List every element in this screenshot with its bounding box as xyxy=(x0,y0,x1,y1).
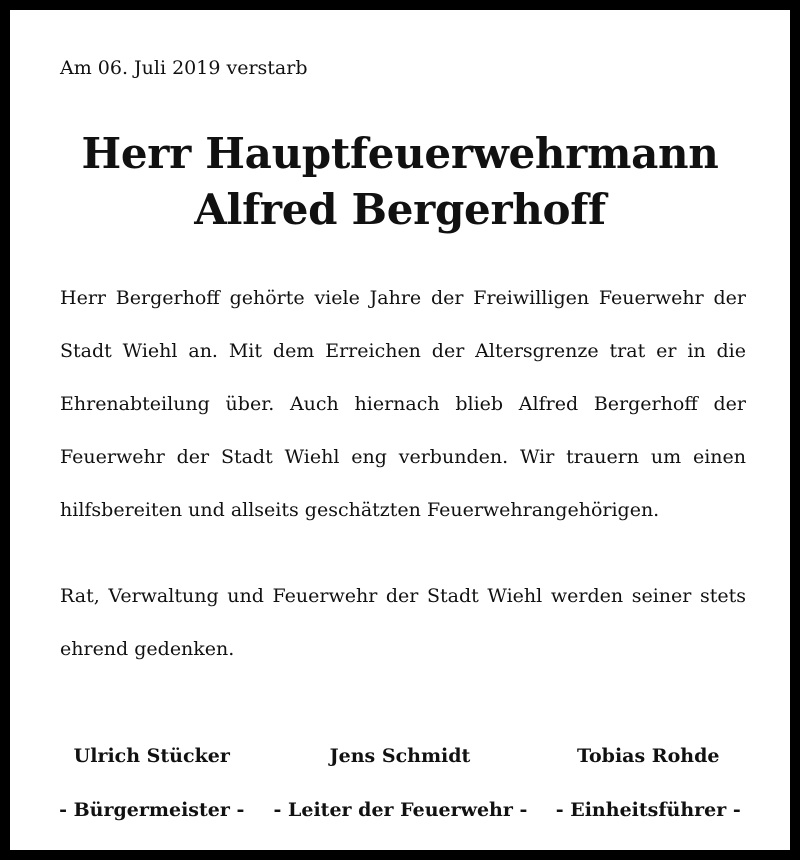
signer-fire-chief xyxy=(274,738,527,828)
signer-mayor xyxy=(30,738,274,828)
signer-role: - Einheitsführer - xyxy=(555,799,741,821)
title-name: Alfred Bergerhoff xyxy=(194,185,606,234)
remembrance-paragraph: Rat, Verwaltung und Feuerwehr der Stadt Wiehl werden seiner stets ehrend gedenken. xyxy=(60,585,746,660)
title-rank: Herr Hauptfeuerwehrmann xyxy=(81,129,719,178)
notice-title xyxy=(10,126,790,238)
signer-role: - Bürgermeister - xyxy=(59,799,245,821)
signer-role: - Leiter der Feuerwehr - xyxy=(273,799,528,821)
signer-unit-leader xyxy=(527,738,771,828)
signature-block xyxy=(30,738,770,828)
signer-name: Jens Schmidt xyxy=(329,745,471,767)
signer-name: Ulrich Stücker xyxy=(73,745,230,767)
signer-name: Tobias Rohde xyxy=(577,745,720,767)
tribute-paragraph: Herr Bergerhoff gehörte viele Jahre der Freiwilligen Feuerwehr der Stadt Wiehl an. Mit dem Erreichen der Altersgrenze trat er in die Ehrenabteilung über. Auch hiernach blieb Alfred Bergerhoff der Feuerwehr der Stadt Wiehl eng verbunden. Wir trauern um einen hilfsbereiten und allseits geschätzten Feuerwehrangehörigen. xyxy=(60,287,746,521)
intro-line: Am 06. Juli 2019 verstarb xyxy=(60,57,308,79)
